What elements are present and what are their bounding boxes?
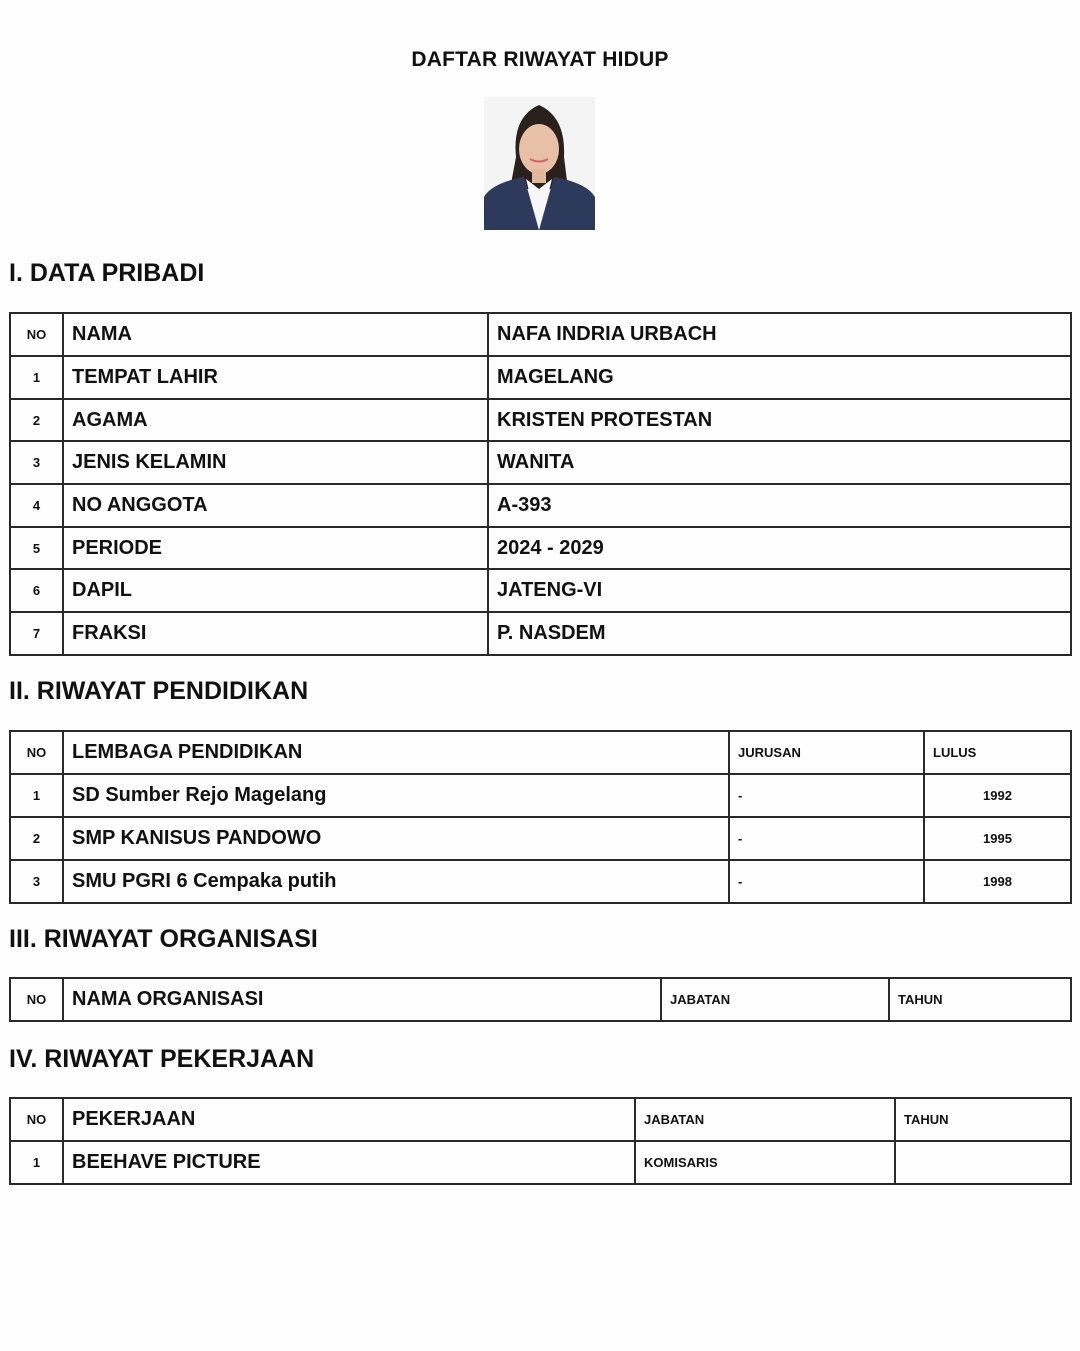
value-cell: KRISTEN PROTESTAN	[488, 399, 1071, 441]
major-cell: -	[729, 817, 924, 860]
value-cell: WANITA	[488, 441, 1071, 484]
profile-photo	[484, 97, 595, 230]
institution-cell: SD Sumber Rejo Magelang	[63, 774, 729, 817]
organization-table	[9, 977, 1072, 1022]
label-cell: DAPIL	[63, 569, 488, 612]
value-cell: JATENG-VI	[488, 569, 1071, 612]
col-year: TAHUN	[895, 1098, 1071, 1141]
value-cell: NAFA INDRIA URBACH	[488, 313, 1071, 356]
document-title: DAFTAR RIWAYAT HIDUP	[411, 48, 669, 71]
col-organization-name: NAMA ORGANISASI	[63, 978, 661, 1021]
label-cell: NAMA	[63, 313, 488, 356]
value-cell: A-393	[488, 484, 1071, 527]
table-header-row	[10, 978, 1071, 1021]
year-cell: 1995	[924, 817, 1071, 860]
table-row	[10, 527, 1071, 569]
label-cell: PERIODE	[63, 527, 488, 569]
table-row	[10, 1141, 1071, 1184]
table-header-row	[10, 313, 1071, 356]
table-row	[10, 817, 1071, 860]
label-cell: TEMPAT LAHIR	[63, 356, 488, 399]
col-major: JURUSAN	[729, 731, 924, 774]
col-no: NO	[10, 731, 63, 774]
table-row	[10, 399, 1071, 441]
table-row	[10, 356, 1071, 399]
table-row	[10, 441, 1071, 484]
col-no: NO	[10, 1098, 63, 1141]
row-no: 3	[10, 860, 63, 903]
label-cell: AGAMA	[63, 399, 488, 441]
col-job: PEKERJAAN	[63, 1098, 635, 1141]
major-cell: -	[729, 860, 924, 903]
position-cell: KOMISARIS	[635, 1141, 895, 1184]
education-table	[9, 730, 1072, 904]
label-cell: JENIS KELAMIN	[63, 441, 488, 484]
label-cell: NO ANGGOTA	[63, 484, 488, 527]
label-cell: FRAKSI	[63, 612, 488, 655]
value-cell: 2024 - 2029	[488, 527, 1071, 569]
year-cell: 1992	[924, 774, 1071, 817]
institution-cell: SMP KANISUS PANDOWO	[63, 817, 729, 860]
row-no: 7	[10, 612, 63, 655]
table-row	[10, 569, 1071, 612]
table-header-row	[10, 1098, 1071, 1141]
col-year: LULUS	[924, 731, 1071, 774]
col-no: NO	[10, 978, 63, 1021]
table-row	[10, 484, 1071, 527]
table-header-row	[10, 731, 1071, 774]
job-cell: BEEHAVE PICTURE	[63, 1141, 635, 1184]
row-no: 2	[10, 399, 63, 441]
section-heading-personal: I. DATA PRIBADI	[9, 259, 205, 287]
row-no: 1	[10, 356, 63, 399]
section-heading-work: IV. RIWAYAT PEKERJAAN	[9, 1045, 315, 1073]
row-no: 2	[10, 817, 63, 860]
row-no: 1	[10, 1141, 63, 1184]
table-row	[10, 612, 1071, 655]
table-row	[10, 774, 1071, 817]
value-cell: P. NASDEM	[488, 612, 1071, 655]
table-row	[10, 860, 1071, 903]
row-no: 1	[10, 774, 63, 817]
value-cell: MAGELANG	[488, 356, 1071, 399]
col-no: NO	[10, 313, 63, 356]
col-position: JABATAN	[635, 1098, 895, 1141]
col-institution: LEMBAGA PENDIDIKAN	[63, 731, 729, 774]
personal-data-table	[9, 312, 1072, 656]
section-heading-organization: III. RIWAYAT ORGANISASI	[9, 925, 318, 953]
year-cell: 1998	[924, 860, 1071, 903]
institution-cell: SMU PGRI 6 Cempaka putih	[63, 860, 729, 903]
col-position: JABATAN	[661, 978, 889, 1021]
row-no: 5	[10, 527, 63, 569]
year-cell	[895, 1141, 1071, 1184]
work-table	[9, 1097, 1072, 1185]
row-no: 6	[10, 569, 63, 612]
row-no: 4	[10, 484, 63, 527]
col-year: TAHUN	[889, 978, 1071, 1021]
section-heading-education: II. RIWAYAT PENDIDIKAN	[9, 677, 309, 705]
major-cell: -	[729, 774, 924, 817]
row-no: 3	[10, 441, 63, 484]
